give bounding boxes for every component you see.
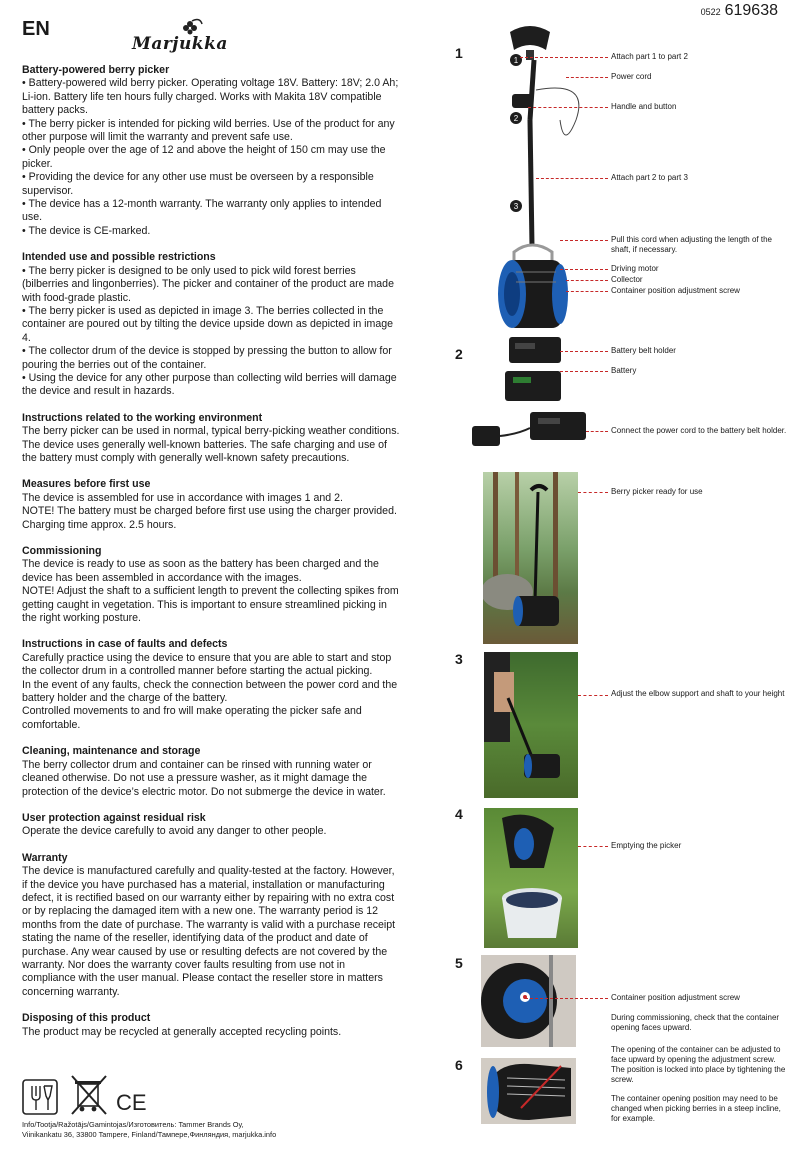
code-number: 619638 bbox=[724, 2, 778, 19]
svg-text:2: 2 bbox=[513, 114, 519, 123]
section-paragraph: • The device is CE-marked. bbox=[22, 224, 151, 237]
section-paragraph: The device is ready to use as soon as the battery has been charged and the device has been assembled in accordance with the images. bbox=[22, 558, 379, 584]
section-heading: Commissioning bbox=[22, 545, 102, 557]
figure-number-5: 5 bbox=[455, 955, 463, 971]
leader-line bbox=[578, 492, 608, 493]
section-paragraph: • The device has a 12-month warranty. The warranty only applies to intended use. bbox=[22, 198, 382, 224]
svg-text:1: 1 bbox=[513, 56, 519, 65]
section-heading: Instructions in case of faults and defects bbox=[22, 638, 228, 651]
brand-logo bbox=[132, 18, 254, 54]
section-paragraph: Operate the device carefully to avoid any danger to other people. bbox=[22, 825, 327, 838]
label-attach-1-2: Attach part 1 to part 2 bbox=[611, 52, 688, 61]
label-opening-adjust: The opening of the container can be adjusted to face upward by opening the adjustment screw. The position is locked into place by tightening the screw. bbox=[611, 1045, 786, 1084]
section-heading: Warranty bbox=[22, 851, 68, 864]
label-handle-button: Handle and button bbox=[611, 102, 677, 111]
brand-name: Marjukka bbox=[132, 34, 228, 54]
section bbox=[22, 812, 400, 839]
food-safe-icon bbox=[23, 1080, 57, 1114]
section-paragraph: • Providing the device for any other use must be overseen by a responsible supervisor. bbox=[22, 171, 374, 197]
section-heading: Cleaning, maintenance and storage bbox=[22, 745, 201, 758]
section-paragraph: Controlled movements to and fro will make operating the picker safe and comfortable. bbox=[22, 705, 362, 731]
label-adjust-elbow: Adjust the elbow support and shaft to your height bbox=[611, 689, 785, 698]
footer-line-2: Viinikankatu 36, 33800 Tampere, Finland/Тампере,Финляндия, marjukka.info bbox=[22, 1130, 277, 1139]
photo-picker-ready bbox=[483, 472, 578, 644]
photo-container-opening bbox=[481, 1058, 576, 1124]
section-paragraph: • The berry picker is designed to be only used to pick wild forest berries (bilberries and lingonberries). The picker and container of the product are made with food-grade plastic. bbox=[22, 264, 394, 304]
section-heading: Measures before first use bbox=[22, 478, 151, 491]
ce-mark-icon: CE bbox=[116, 1090, 147, 1115]
leader-line bbox=[566, 280, 608, 281]
section-paragraph: The device is assembled for use in accordance with images 1 and 2. bbox=[22, 491, 343, 504]
section-paragraph: • The berry picker is used as depicted in image 3. The berries collected in the container are poured out by tilting the device upside down as depicted in image 4. bbox=[22, 304, 394, 344]
section-paragraph: • Only people over the age of 12 and above the height of 150 cm may use the picker. bbox=[22, 144, 386, 170]
leader-line bbox=[560, 240, 608, 241]
section-paragraph: The product may be recycled at generally accepted recycling points. bbox=[22, 1025, 342, 1038]
charger-illustration bbox=[468, 404, 593, 454]
label-battery: Battery bbox=[611, 366, 637, 375]
section-paragraph: The berry collector drum and container can be rinsed with running water or cleaned otherwise. Do not use a pressure washer, as it might damage the protection of the device’s electric motor. Do not submerge the device in water. bbox=[22, 758, 386, 798]
label-pull-cord: Pull this cord when adjusting the length of the shaft, if necessary. bbox=[611, 235, 772, 254]
instructions-text bbox=[22, 64, 400, 1052]
leader-line bbox=[536, 178, 608, 179]
leader-line bbox=[525, 998, 608, 999]
footer-line-1: Info/Tootja/Ražotājs/Gamintojas/Изготовитель: Tammer Brands Oy, bbox=[22, 1120, 244, 1129]
figure-number-4: 4 bbox=[455, 806, 463, 822]
part-marker-3 bbox=[510, 200, 522, 212]
section bbox=[22, 852, 400, 999]
section bbox=[22, 638, 400, 732]
leader-line bbox=[578, 846, 608, 847]
leader-line bbox=[578, 695, 608, 696]
leader-line bbox=[528, 107, 608, 108]
section-paragraph: • The collector drum of the device is stopped by pressing the button to allow for pouring the berries out of the container. bbox=[22, 345, 392, 371]
weee-bin-icon bbox=[72, 1076, 106, 1114]
section-paragraph: The device is manufactured carefully and quality-tested at the factory. However, if the device you have purchased has a material, installation or manufacturing defect, it is rectified based on our warranty either by repairing with no extra cost or by replacing the damaged item with a new one. The warranty period is 12 months from the date of purchase. The warranty is valid with a purchase receipt stating the name of the reseller, identifying data of the product and date of purchase. Any wear caused by use or resulting defects are not covered by the warranty. Nor does the warranty cover faults resulting from use not in compliance with the user manual. Please contact the reseller store in matters concerning warranty. bbox=[22, 865, 396, 998]
svg-text:3: 3 bbox=[513, 202, 519, 211]
figure-number-6: 6 bbox=[455, 1057, 463, 1073]
label-battery-belt-holder: Battery belt holder bbox=[611, 346, 676, 355]
leader-line bbox=[560, 269, 608, 270]
section-heading: Disposing of this product bbox=[22, 1012, 151, 1025]
leader-line bbox=[566, 77, 608, 78]
label-power-cord: Power cord bbox=[611, 72, 652, 81]
section bbox=[22, 745, 400, 799]
section-paragraph: NOTE! The battery must be charged before first use using the charger provided. Charging time approx. 2.5 hours. bbox=[22, 505, 397, 531]
photo-emptying bbox=[484, 808, 578, 948]
photo-adjustment-screw bbox=[481, 955, 576, 1047]
figure-number-2: 2 bbox=[455, 346, 463, 362]
section-paragraph: The berry picker can be used in normal, typical berry-picking weather conditions. The device uses generally well-known batteries. The safe charging and use of the battery must comply with generally well-known safety precautions. bbox=[22, 425, 400, 464]
section bbox=[22, 64, 400, 238]
leader-line bbox=[566, 291, 608, 292]
product-code bbox=[701, 2, 778, 20]
section bbox=[22, 412, 400, 466]
section bbox=[22, 545, 400, 625]
section-paragraph: • Using the device for any other purpose than collecting wild berries will damage the device and result in hazards. bbox=[22, 371, 397, 398]
language-code: EN bbox=[22, 18, 50, 40]
section-heading: Intended use and possible restrictions bbox=[22, 251, 216, 264]
section bbox=[22, 251, 400, 398]
label-container-screw-5: Container position adjustment screw bbox=[611, 993, 740, 1002]
battery-parts-illustration bbox=[505, 335, 575, 405]
section-paragraph: • Battery-powered wild berry picker. Operating voltage 18V. Battery: 18V; 2.0 Ah; Li-ion. Battery life ten hours fully charged. Works with Makita 18V compatible battery packs. bbox=[22, 77, 399, 117]
section bbox=[22, 1012, 400, 1039]
label-collector: Collector bbox=[611, 275, 643, 284]
manufacturer-info bbox=[22, 1120, 402, 1140]
label-steep-incline: The container opening position may need to be changed when picking berries in a steep incline, for example. bbox=[611, 1094, 781, 1123]
section-paragraph: In the event of any faults, check the connection between the power cord and the battery holder and the charge of the battery. bbox=[22, 678, 398, 705]
part-marker-2 bbox=[510, 112, 522, 124]
section-paragraph: • The berry picker is intended for picking wild berries. Use of the product for any other purpose will limit the warranty and prevent safe use. bbox=[22, 117, 395, 144]
label-container-screw: Container position adjustment screw bbox=[611, 286, 740, 295]
leader-line bbox=[520, 57, 608, 58]
figure-number-1: 1 bbox=[455, 45, 463, 61]
photo-picker-in-use bbox=[484, 652, 578, 798]
section bbox=[22, 478, 400, 532]
section-paragraph: NOTE! Adjust the shaft to a sufficient length to prevent the collecting spikes from getting caught in vegetation. This is important to ensure streamlined picking in the right working posture. bbox=[22, 585, 399, 625]
label-connect-cord: Connect the power cord to the battery belt holder. bbox=[611, 426, 787, 435]
compliance-icons bbox=[22, 1072, 152, 1116]
part-marker-1 bbox=[510, 54, 522, 66]
leader-line bbox=[586, 431, 608, 432]
section-heading: User protection against residual risk bbox=[22, 811, 206, 824]
leader-line bbox=[560, 351, 608, 352]
berry-picker-illustration bbox=[480, 20, 590, 340]
label-emptying: Emptying the picker bbox=[611, 841, 682, 850]
label-ready-for-use: Berry picker ready for use bbox=[611, 487, 703, 496]
label-attach-2-3: Attach part 2 to part 3 bbox=[611, 173, 688, 182]
label-commissioning-note: During commissioning, check that the container opening faces upward. bbox=[611, 1013, 780, 1032]
figure-number-3: 3 bbox=[455, 651, 463, 667]
leader-line bbox=[560, 371, 608, 372]
section-heading: Instructions related to the working environment bbox=[22, 411, 263, 424]
section-heading: Battery-powered berry picker bbox=[22, 64, 170, 76]
section-paragraph: Carefully practice using the device to ensure that you are able to start and stop the collector drum in a controlled manner before starting the actual picking. bbox=[22, 651, 392, 678]
code-prefix: 0522 bbox=[700, 7, 721, 17]
label-driving-motor: Driving motor bbox=[611, 264, 659, 273]
